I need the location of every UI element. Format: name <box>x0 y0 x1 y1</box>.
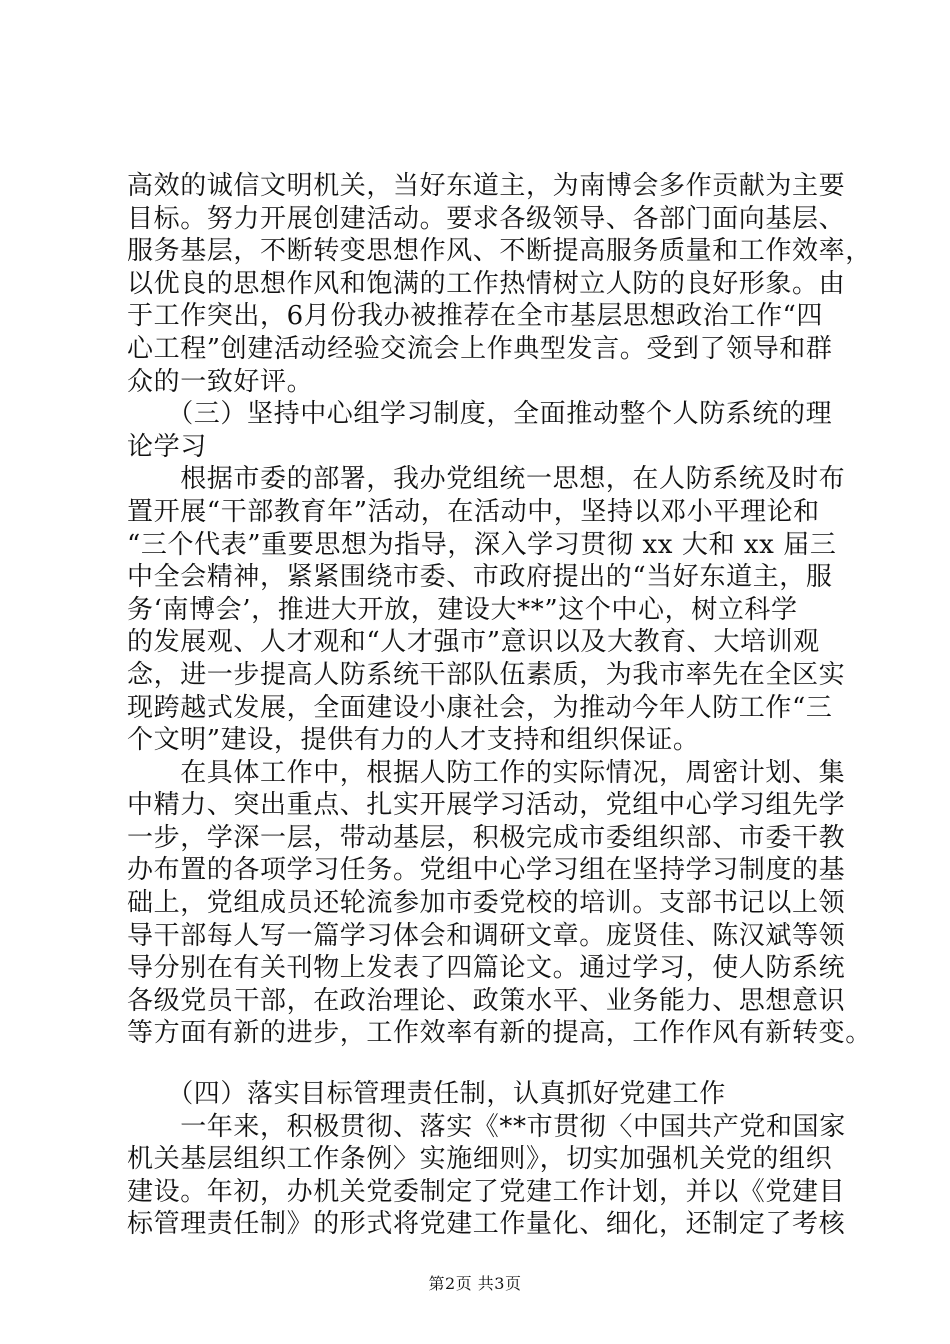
text-line: 高效的诚信文明机关，当好东道主，为南博会多作贡献为主要 <box>127 171 846 201</box>
document-body <box>127 170 872 1241</box>
text-line: 标管理责任制》的形式将党建工作量化、细化，还制定了考核 <box>127 1209 846 1240</box>
text-line: 各级党员干部，在政治理论、政策水平、业务能力、思想意识 <box>127 985 846 1016</box>
section-heading-3: （三）坚持中心组学习制度，全面推动整个人防系统的理 <box>127 399 833 430</box>
text-line: 以优良的思想作风和饱满的工作热情树立人防的良好形象。由 <box>127 268 846 299</box>
text-line: 务‘南博会’，推进大开放，建设大**”这个中心，树立科学 <box>127 594 798 625</box>
text-line: 建设。年初，办机关党委制定了党建工作计划，并以《党建目 <box>127 1176 846 1207</box>
text-line: 念，进一步提高人防系统干部队伍素质，为我市率先在全区实 <box>127 659 846 690</box>
text-line: 现跨越式发展，全面建设小康社会，为推动今年人防工作“三 <box>127 692 833 723</box>
text-line: 中全会精神，紧紧围绕市委、市政府提出的“当好东道主，服 <box>127 562 833 593</box>
text-line: 于工作突出，6月份我办被推荐在全市基层思想政治工作“四 <box>127 301 824 332</box>
text-line: 根据市委的部署，我办党组统一思想，在人防系统及时布 <box>127 464 846 495</box>
page-footer: 第2页 共3页 <box>428 1274 522 1293</box>
text-line: 办布置的各项学习任务。党组中心学习组在坚持学习制度的基 <box>127 855 846 886</box>
section-heading-4: （四）落实目标管理责任制，认真抓好党建工作 <box>127 1079 726 1110</box>
text-line: 在具体工作中，根据人防工作的实际情况，周密计划、集 <box>127 757 846 788</box>
text-line: 一步，学深一层，带动基层，积极完成市委组织部、市委干教 <box>127 822 846 853</box>
section-heading-3-cont: 论学习 <box>127 431 207 462</box>
text-line: 心工程”创建活动经验交流会上作典型发言。受到了领导和群 <box>127 333 833 364</box>
text-line: 础上，党组成员还轮流参加市委党校的培训。支部书记以上领 <box>127 888 846 919</box>
text-line: 服务基层，不断转变思想作风、不断提高服务质量和工作效率， <box>127 236 872 267</box>
text-line: 个文明”建设，提供有力的人才支持和组织保证。 <box>127 725 700 756</box>
text-line: 导分别在有关刊物上发表了四篇论文。通过学习，使人防系统 <box>127 953 846 984</box>
text-line: 的发展观、人才观和“人才强市”意识以及大教育、大培训观 <box>127 627 820 658</box>
text-line: 置开展“干部教育年”活动，在活动中，坚持以邓小平理论和 <box>127 496 820 527</box>
text-line: 目标。努力开展创建活动。要求各级领导、各部门面向基层、 <box>127 203 846 234</box>
text-line: “三个代表”重要思想为指导，深入学习贯彻 xx 大和 xx 届三 <box>127 529 837 560</box>
text-line: 导干部每人写一篇学习体会和调研文章。庞贤佳、陈汉斌等领 <box>127 920 846 951</box>
text-line: 中精力、突出重点、扎实开展学习活动，党组中心学习组先学 <box>127 790 846 821</box>
text-line: 机关基层组织工作条例〉实施细则》，切实加强机关党的组织 <box>127 1144 833 1175</box>
text-line: 众的一致好评。 <box>127 366 314 397</box>
text-line: 等方面有新的进步，工作效率有新的提高，工作作风有新转变。 <box>127 1018 872 1049</box>
text-line: 一年来，积极贯彻、落实《**市贯彻〈中国共产党和国家 <box>127 1111 846 1142</box>
